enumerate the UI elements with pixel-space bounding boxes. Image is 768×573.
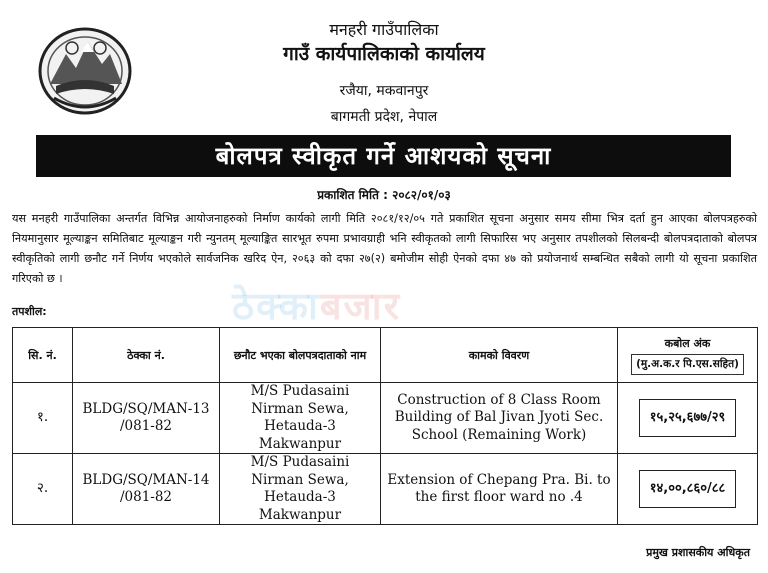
row-contract: BLDG/SQ/MAN-14 /081-82 xyxy=(73,454,220,525)
header-amount xyxy=(618,328,758,383)
notice-body: यस मनहरी गाउँपालिका अन्तर्गत विभिन्न आयोजनाहरुको निर्माण कार्यको लागी मिति २०८१/१२/०५ गते प्रकाशित सूचना अनुसार समय सीमा भित्र दर्ता हुन आएका बोलपत्रहरुको नियमानुसार मूल्याङ्कन समितिबाट मूल्याङ्कन गरी न्युनतम् मूल्याङ्कित सारभूत रुपमा प्रभावग्राही भनि स्वीकृतको लागी सिफारिस भए अनुसार तपशीलको सिलबन्दी बोलपत्रदाताको बोलपत्र स्वीकृतिको लागी छनौट गर्ने निर्णय भएकोले सार्वजनिक खरिद ऐन, २०६३ को दफा २७(२) बमोजीम सोही ऐनको दफा ४७ को प्रयोजनार्थ सम्बन्धित सबैको लागी यो सूचना प्रकाशित गरिएको छ । xyxy=(12,212,757,285)
header-contract: ठेक्का नं. xyxy=(73,328,220,383)
table-row xyxy=(13,454,758,525)
watermark-part1: ठेक्का xyxy=(232,284,320,328)
contract-table xyxy=(12,327,758,525)
watermark-part2: बजार xyxy=(319,284,402,328)
header-amount-label: कबोल अंक xyxy=(664,337,711,350)
details-label: तपशील: xyxy=(12,305,47,318)
notice-title: बोलपत्र स्वीकृत गर्ने आशयको सूचना xyxy=(36,135,731,177)
row-amount-cell xyxy=(618,383,758,454)
row-amount: १४,००,८६०/८८ xyxy=(639,470,736,508)
published-date-line xyxy=(0,186,768,203)
row-amount-cell xyxy=(618,454,758,525)
province-name: बागमती प्रदेश, नेपाल xyxy=(330,109,438,125)
row-sn: २. xyxy=(13,454,73,525)
published-date: २०८२/०१/०३ xyxy=(392,188,451,202)
office-name: गाउँ कार्यपालिकाको कार्यालय xyxy=(283,43,485,65)
row-bidder: M/S Pudasaini Nirman Sewa, Hetauda-3 Makwanpur xyxy=(220,454,381,525)
header-bidder: छनौट भएका बोलपत्रदाताको नाम xyxy=(220,328,381,383)
row-bidder: M/S Pudasaini Nirman Sewa, Hetauda-3 Makwanpur xyxy=(220,383,381,454)
row-amount: १५,२५,६७७/२९ xyxy=(639,399,736,437)
table-row xyxy=(13,383,758,454)
row-work: Construction of 8 Class Room Building of Bal Jivan Jyoti Sec. School (Remaining Work) xyxy=(381,383,618,454)
signatory: प्रमुख प्रशासकीय अधिकृत xyxy=(646,546,750,559)
municipality-name: मनहरी गाउँपालिका xyxy=(329,20,439,39)
table-header-row xyxy=(13,328,758,383)
row-contract: BLDG/SQ/MAN-13 /081-82 xyxy=(73,383,220,454)
published-label: प्रकाशित मिति : xyxy=(317,188,388,202)
row-work: Extension of Chepang Pra. Bi. to the first floor ward no .4 xyxy=(381,454,618,525)
row-sn: १. xyxy=(13,383,73,454)
header-work: कामको विवरण xyxy=(381,328,618,383)
header-sn: सि. नं. xyxy=(13,328,73,383)
header-amount-note: (मु.अ.क.र पि.एस.सहित) xyxy=(631,354,744,375)
office-address: रजैया, मकवानपुर xyxy=(339,83,429,99)
